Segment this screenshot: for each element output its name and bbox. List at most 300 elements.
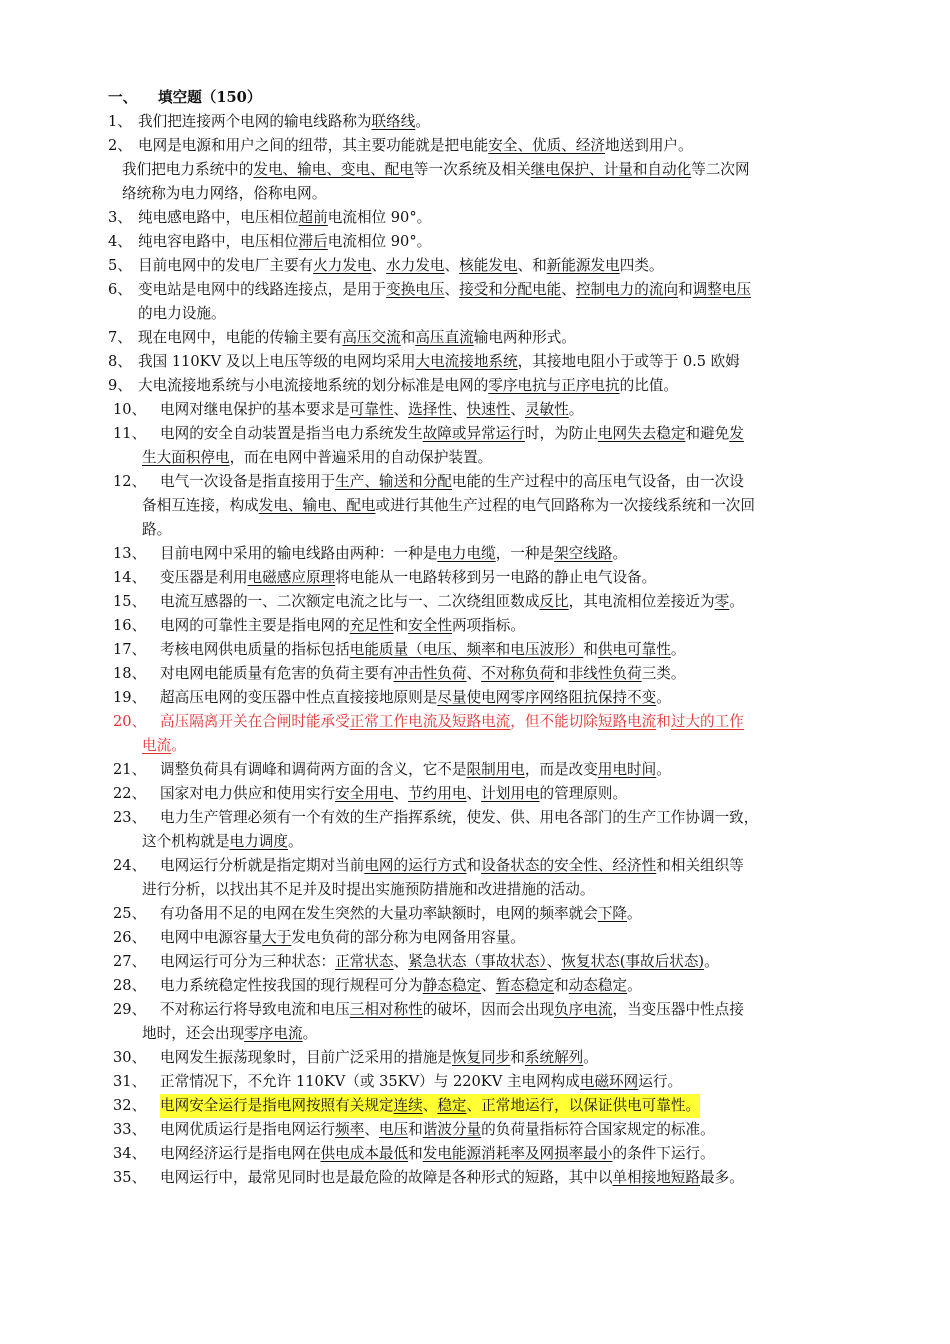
item-text: [160, 974, 642, 998]
question-item: [0, 350, 950, 374]
answer-blank: 电网的运行方式: [364, 857, 467, 874]
item-number: 3、: [108, 209, 132, 226]
item-text: [142, 878, 594, 902]
question-item: [0, 662, 950, 686]
question-text: 、: [466, 785, 482, 802]
answer-blank: 安全用电: [335, 785, 394, 802]
item-text: [160, 422, 744, 446]
item-text: [160, 782, 627, 806]
answer-blank: 选择性: [408, 401, 452, 418]
item-number: 1、: [108, 113, 132, 130]
question-text: 地送到用户。: [605, 137, 693, 154]
answer-blank: 单相接地短路: [612, 1169, 700, 1186]
question-text: 和: [583, 641, 598, 658]
item-text: [160, 806, 758, 830]
question-text: 考核电网供电质量的指标包括: [160, 641, 350, 658]
question-item-continuation: [0, 1022, 950, 1046]
item-number: 7、: [108, 329, 132, 346]
section-number: 一、: [108, 89, 138, 106]
item-number: 26、: [113, 929, 147, 946]
question-item: [0, 278, 950, 302]
question-text: 时，为防止: [524, 425, 598, 442]
item-number: 23、: [113, 809, 147, 826]
question-text: 、: [371, 257, 387, 274]
question-text: 的电力设施。: [138, 305, 226, 322]
item-text: [160, 758, 671, 782]
item-number: 35、: [113, 1169, 147, 1186]
question-text: 调整负荷具有调峰和调荷两方面的含义，它不是: [160, 761, 467, 778]
answer-blank: 调整电压: [692, 281, 752, 298]
question-text: 。: [287, 833, 303, 850]
question-text: 我们把连接两个电网的输电线路称为: [138, 113, 372, 130]
question-text: 三类。: [641, 665, 686, 682]
question-text: 。: [302, 1025, 318, 1042]
question-text: 输电两种形式。: [473, 329, 576, 346]
item-text: [138, 110, 430, 134]
item-text: [142, 518, 171, 542]
answer-blank: 过大的工作: [670, 713, 744, 730]
item-text: [160, 590, 744, 614]
question-text: 、: [393, 401, 409, 418]
answer-blank: 设备状态的安全性、经济性: [481, 857, 657, 874]
question-text: 的条件下运行。: [612, 1145, 715, 1162]
question-text: 电网对继电保护的基本要求是: [160, 401, 350, 418]
question-item: [0, 638, 950, 662]
answer-blank: 电力调度: [229, 833, 288, 850]
question-text: 我国 110KV 及以上电压等级的电网均采用: [138, 353, 416, 370]
question-text: 电力系统稳定性按我国的现行规程可分为: [160, 977, 423, 994]
item-text: [138, 350, 740, 374]
question-item: [0, 686, 950, 710]
question-text: 。: [656, 761, 671, 778]
question-item: [0, 974, 950, 998]
question-text: 。: [656, 689, 671, 706]
answer-blank: 发: [729, 425, 744, 442]
answer-blank: 电力电缆: [437, 545, 496, 562]
answer-blank: 高压直流: [415, 329, 474, 346]
answer-blank: 零序电抗与正序电抗: [488, 377, 620, 394]
answer-blank: 灵敏性: [524, 401, 569, 418]
item-number: 12、: [113, 473, 147, 490]
item-text: [142, 830, 303, 854]
question-text: 电力生产管理必须有一个有效的生产指挥系统，使发、供、用电各部门的生产工作协调一致，: [160, 809, 759, 826]
question-text: 路。: [142, 521, 172, 538]
item-number: 5、: [108, 257, 132, 274]
answer-blank: 恢复状态(事故后状态): [561, 953, 705, 970]
item-text: [122, 158, 750, 182]
answer-blank: 电磁环网: [579, 1073, 639, 1090]
question-item: [0, 950, 950, 974]
question-text: ，其接地电阻小于或等于 0.5 欧姆: [517, 353, 740, 370]
item-text: [160, 950, 719, 974]
item-text: [138, 302, 226, 326]
question-text: 的破坏，因而会出现: [422, 1001, 555, 1018]
question-text: 备相互连接，构成: [142, 497, 259, 514]
answer-blank: 零: [714, 593, 730, 610]
question-text: 电网运行分析就是指定期对当前: [160, 857, 365, 874]
item-text: [160, 1118, 715, 1142]
item-number: 16、: [113, 617, 147, 634]
question-text: 国家对电力供应和使用实行: [160, 785, 336, 802]
question-text: 和: [656, 713, 671, 730]
question-item: [0, 422, 950, 446]
answer-blank: 连续: [393, 1097, 423, 1114]
question-text: 、: [422, 1097, 438, 1114]
answer-blank: 接受和分配电能: [459, 281, 562, 298]
question-item: [0, 230, 950, 254]
answer-blank: 发电、输电、变电、配电: [253, 161, 414, 178]
item-number: 34、: [113, 1145, 147, 1162]
question-text: 、: [444, 257, 460, 274]
section-heading: [0, 86, 950, 110]
answer-blank: 联络线: [371, 113, 416, 130]
question-text: 。: [583, 1049, 598, 1066]
question-text: 、: [481, 977, 496, 994]
question-text: 。: [171, 737, 186, 754]
question-text: 、: [393, 785, 409, 802]
answer-blank: 发电能源消耗率及网损率最小: [422, 1145, 613, 1162]
item-text: [160, 470, 744, 494]
item-text: [142, 494, 755, 518]
item-number: 27、: [113, 953, 147, 970]
item-number: 11、: [113, 425, 147, 442]
question-item: [0, 470, 950, 494]
question-item: [0, 326, 950, 350]
question-text: 、: [510, 401, 525, 418]
answer-blank: 三相对称性: [349, 1001, 423, 1018]
answer-blank: 可靠性: [349, 401, 394, 418]
item-text: [138, 374, 678, 398]
question-text: 正常情况下，不允许 110KV（或 35KV）与 220KV 主电网构成: [160, 1073, 580, 1090]
item-number: 22、: [113, 785, 147, 802]
item-text: [138, 254, 664, 278]
question-text: 络统称为电力网络，俗称电网。: [122, 185, 327, 202]
question-text: 和: [408, 1121, 423, 1138]
question-text: 电网的可靠性主要是指电网的: [160, 617, 350, 634]
question-text: 的负荷量指标符合国家规定的标准。: [481, 1121, 715, 1138]
question-text: 、: [364, 1121, 379, 1138]
question-text: 这个机构就是: [142, 833, 230, 850]
question-text: 的比值。: [619, 377, 679, 394]
item-number: 6、: [108, 281, 132, 298]
question-text: 。: [415, 113, 430, 130]
question-text: 电网经济运行是指电网在: [160, 1145, 321, 1162]
question-text: 、: [466, 665, 482, 682]
item-text: [160, 1046, 598, 1070]
question-item-continuation: [0, 734, 950, 758]
item-text: [142, 446, 492, 470]
question-text: 目前电网中的发电厂主要有: [138, 257, 314, 274]
answer-blank: 继电保护、计量和自动化: [530, 161, 692, 178]
question-item: [0, 1070, 950, 1094]
question-text: 或进行其他生产过程的电气回路称为一次接线系统和一次回: [375, 497, 755, 514]
question-list: [0, 110, 950, 1190]
question-item-continuation: [0, 830, 950, 854]
item-number: 20、: [113, 713, 147, 730]
item-text: [160, 1094, 700, 1118]
answer-blank: 零序电流: [244, 1025, 303, 1042]
item-text: [160, 854, 744, 878]
question-text: 纯电容电路中，电压相位: [138, 233, 299, 250]
item-text: [122, 182, 326, 206]
item-number: 33、: [113, 1121, 147, 1138]
item-number: 21、: [113, 761, 147, 778]
answer-blank: 供电可靠性: [597, 641, 671, 658]
question-text: 电网优质运行是指电网运行: [160, 1121, 336, 1138]
question-text: 电流互感器的一、二次额定电流之比与一、二次绕组匝数成: [160, 593, 540, 610]
answer-blank: 暂态稳定: [495, 977, 555, 994]
question-item-continuation: [0, 302, 950, 326]
answer-blank: 电流: [142, 737, 172, 754]
item-number: 25、: [113, 905, 147, 922]
question-text: 超高压电网的变压器中性点直接接地原则是: [160, 689, 438, 706]
question-item: [0, 902, 950, 926]
answer-blank: 电网失去稳定: [597, 425, 686, 442]
question-item: [0, 1166, 950, 1190]
question-text: 电网运行可分为三种状态：: [160, 953, 336, 970]
item-text: [138, 206, 431, 230]
item-text: [142, 1022, 317, 1046]
question-text: 两项指标。: [451, 617, 525, 634]
question-item: [0, 782, 950, 806]
answer-blank: 高压交流: [342, 329, 401, 346]
item-number: 19、: [113, 689, 147, 706]
item-number: 13、: [113, 545, 147, 562]
question-item: [0, 206, 950, 230]
question-text: 四类。: [619, 257, 664, 274]
question-item: [0, 1142, 950, 1166]
question-item-continuation: [0, 182, 950, 206]
answer-blank: 计划用电: [481, 785, 540, 802]
answer-blank: 水力发电: [386, 257, 445, 274]
question-text: 进行分析，以找出其不足并及时提出实施预防措施和改进措施的活动。: [142, 881, 595, 898]
question-text: 运行。: [638, 1073, 683, 1090]
question-text: 电网发生振荡现象时，目前广泛采用的措施是: [160, 1049, 452, 1066]
item-text: [138, 326, 576, 350]
item-number: 32、: [113, 1097, 147, 1114]
question-text: 有功备用不足的电网在发生突然的大量功率缺额时，电网的频率就会: [160, 905, 598, 922]
item-text: [160, 998, 744, 1022]
answer-blank: 谐波分量: [422, 1121, 482, 1138]
question-text: ，而在电网中普遍采用的自动保护装置。: [229, 449, 493, 466]
question-text: 电网的安全自动装置是指当电力系统发生: [160, 425, 423, 442]
question-text: 、: [561, 281, 576, 298]
question-text: 。: [704, 953, 719, 970]
question-item: [0, 158, 950, 182]
item-text: [160, 662, 685, 686]
question-text: 。: [612, 545, 628, 562]
answer-blank: 动态稳定: [568, 977, 628, 994]
item-number: 4、: [108, 233, 132, 250]
item-text: [160, 926, 525, 950]
answer-blank: 稳定: [437, 1097, 467, 1114]
answer-blank: 非线性负荷: [568, 665, 642, 682]
answer-blank: 发电、输电、配电: [258, 497, 376, 514]
answer-blank: 紧急状态（事故状态）: [408, 953, 547, 970]
answer-blank: 正常工作电流及短路电流: [349, 713, 511, 730]
answer-blank: 下降: [597, 905, 628, 922]
question-text: 、: [444, 281, 460, 298]
question-text: 等二次网: [691, 161, 750, 178]
answer-blank: 负序电流: [554, 1001, 613, 1018]
question-text: 不对称运行将导致电流和电压: [160, 1001, 350, 1018]
answer-blank: 大电流接地系统: [415, 353, 518, 370]
answer-blank: 电能质量（电压、频率和电压波形）: [349, 641, 584, 658]
answer-blank: 反比: [539, 593, 569, 610]
item-text: [160, 542, 627, 566]
answer-blank: 限制用电: [466, 761, 525, 778]
question-text: 电流相位 90°。: [327, 233, 432, 250]
answer-blank: 恢复同步: [451, 1049, 511, 1066]
question-item: [0, 1094, 950, 1118]
question-item: [0, 806, 950, 830]
item-text: [160, 1070, 682, 1094]
item-text: [138, 230, 431, 254]
question-text: 变压器是利用: [160, 569, 248, 586]
question-item: [0, 542, 950, 566]
question-item-continuation: [0, 446, 950, 470]
item-number: 9、: [108, 377, 132, 394]
question-item-continuation: [0, 494, 950, 518]
item-number: 30、: [113, 1049, 147, 1066]
question-text: 和: [554, 665, 569, 682]
question-text: 高压隔离开关在合闸时能承受: [160, 713, 350, 730]
question-text: 、正常地运行，以保证供电可靠性。: [466, 1097, 701, 1114]
item-text: [160, 398, 583, 422]
question-item: [0, 1046, 950, 1070]
answer-blank: 超前: [298, 209, 328, 226]
item-number: 28、: [113, 977, 147, 994]
item-text: [160, 686, 671, 710]
question-text: 、和: [517, 257, 547, 274]
item-text: [160, 902, 642, 926]
answer-blank: 系统解列: [524, 1049, 584, 1066]
question-text: 、: [451, 401, 467, 418]
question-text: 最多。: [700, 1169, 744, 1186]
item-number: 10、: [113, 401, 147, 418]
question-text: 和: [393, 617, 409, 634]
item-text: [160, 566, 656, 590]
question-text: 和相关组织等: [656, 857, 744, 874]
question-item: [0, 1118, 950, 1142]
item-text: [160, 710, 744, 734]
question-text: 。: [568, 401, 584, 418]
answer-blank: 滞后: [298, 233, 328, 250]
answer-blank: 冲击性负荷: [393, 665, 467, 682]
answer-blank: 短路电流: [597, 713, 657, 730]
item-text: [160, 1166, 744, 1190]
question-text: 目前电网中采用的输电线路由两种：一种是: [160, 545, 438, 562]
item-number: 2、: [108, 137, 132, 154]
question-text: ，当变压器中性点接: [612, 1001, 744, 1018]
question-text: 将电能从一电路转移到另一电路的静止电气设备。: [335, 569, 657, 586]
question-text: 和: [554, 977, 569, 994]
question-item: [0, 614, 950, 638]
question-item: [0, 590, 950, 614]
answer-blank: 控制电力的流向: [575, 281, 679, 298]
answer-blank: 新能源发电: [546, 257, 620, 274]
question-text: 、: [546, 953, 562, 970]
question-text: 。: [670, 641, 686, 658]
question-text: 纯电感电路中，电压相位: [138, 209, 299, 226]
answer-blank: 快速性: [466, 401, 511, 418]
answer-blank: 供电成本最低: [320, 1145, 409, 1162]
answer-blank: 变换电压: [386, 281, 445, 298]
question-item: [0, 566, 950, 590]
answer-blank: 充足性: [349, 617, 394, 634]
question-text: 的管理原则。: [539, 785, 628, 802]
document-body: [0, 86, 950, 1190]
item-number: 18、: [113, 665, 147, 682]
question-item: [0, 134, 950, 158]
question-text: 现在电网中，电能的传输主要有: [138, 329, 343, 346]
item-text: [142, 734, 186, 758]
question-item: [0, 926, 950, 950]
question-text: 发电负荷的部分称为电网备用容量。: [291, 929, 525, 946]
question-text: 电能的生产过程中的高压电气设备，由一次设: [451, 473, 744, 490]
question-text: ，但不能切除: [510, 713, 598, 730]
question-item: [0, 254, 950, 278]
question-item: [0, 998, 950, 1022]
question-item: [0, 758, 950, 782]
question-item-continuation: [0, 878, 950, 902]
question-item: [0, 854, 950, 878]
question-item: [0, 110, 950, 134]
question-text: 变电站是电网中的线路连接点，是用于: [138, 281, 387, 298]
item-text: [138, 278, 751, 302]
item-text: [160, 638, 685, 662]
question-text: 。: [729, 593, 744, 610]
answer-blank: 故障或异常运行: [422, 425, 525, 442]
question-item: [0, 398, 950, 422]
question-text: 大电流接地系统与小电流接地系统的划分标准是电网的: [138, 377, 489, 394]
item-text: [138, 134, 693, 158]
item-number: 24、: [113, 857, 147, 874]
answer-blank: 安全、优质、经济: [488, 137, 606, 154]
item-number: 31、: [113, 1073, 147, 1090]
question-text: 电网中电源容量: [160, 929, 263, 946]
question-text: 等一次系统及相关: [413, 161, 531, 178]
question-item-continuation: [0, 518, 950, 542]
answer-blank: 大于: [262, 929, 292, 946]
answer-blank: 静态稳定: [422, 977, 482, 994]
question-text: 电流相位 90°。: [327, 209, 432, 226]
answer-blank: 火力发电: [313, 257, 372, 274]
question-item: [0, 374, 950, 398]
question-text: 对电网电能质量有危害的负荷主要有: [160, 665, 394, 682]
question-text: ，一种是: [495, 545, 555, 562]
answer-blank: 核能发电: [459, 257, 518, 274]
answer-blank: 尽量使电网零序网络阻抗保持不变: [437, 689, 657, 706]
question-text: 和: [466, 857, 482, 874]
question-text: 、: [393, 953, 409, 970]
question-item: [0, 710, 950, 734]
item-number: 17、: [113, 641, 147, 658]
question-text: 和: [678, 281, 693, 298]
question-text: 和: [400, 329, 416, 346]
answer-blank: 节约用电: [408, 785, 467, 802]
question-text: 地时，还会出现: [142, 1025, 245, 1042]
question-text: 和避免: [685, 425, 730, 442]
item-text: [160, 1142, 715, 1166]
answer-blank: 频率: [335, 1121, 365, 1138]
question-text: 电网运行中，最常见同时也是最危险的故障是各种形式的短路，其中以: [160, 1169, 613, 1186]
question-text: 和: [408, 1145, 423, 1162]
question-text: 。: [627, 905, 642, 922]
question-text: 我们把电力系统中的: [122, 161, 254, 178]
answer-blank: 电磁感应原理: [247, 569, 336, 586]
answer-blank: 用电时间: [597, 761, 657, 778]
